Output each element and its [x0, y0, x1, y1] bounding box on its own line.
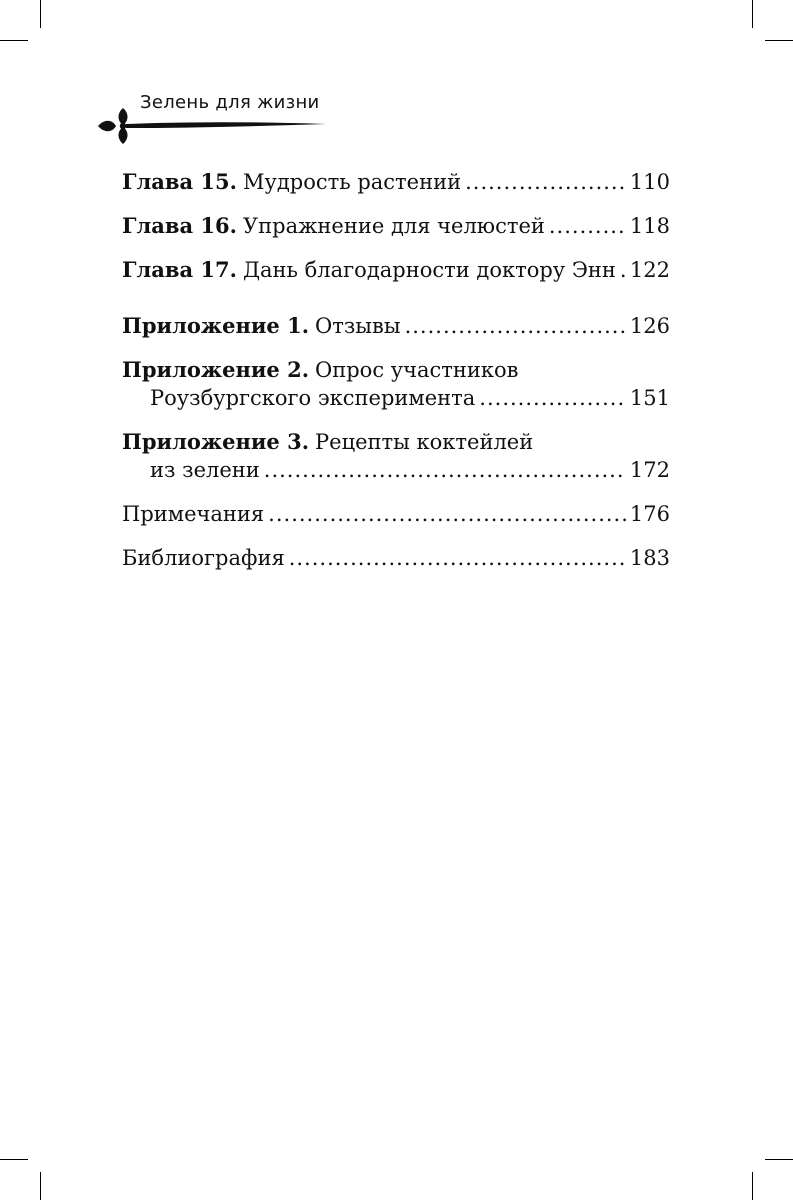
toc-entry-appendix-3[interactable]: [122, 428, 670, 484]
dot-leader: [465, 168, 626, 196]
toc-entry-title: Библиография: [122, 546, 285, 570]
toc-entry-label: Приложение 1.: [122, 313, 310, 338]
toc-page-number: 118: [629, 214, 670, 238]
toc-entry-title: Упражнение для челюстей: [242, 214, 545, 238]
toc-entry-label: Приложение 3.: [122, 429, 310, 454]
table-of-contents: [122, 168, 670, 572]
toc-entry-title-continuation: Роузбургского эксперимента: [150, 386, 476, 410]
toc-entry-title: Опрос участников: [315, 358, 519, 382]
crop-mark-bottom-right-vertical: [752, 1172, 753, 1200]
toc-page-number: 122: [629, 258, 670, 282]
running-title: Зелень для жизни: [140, 92, 320, 113]
toc-page-number: 183: [629, 546, 670, 570]
crop-mark-bottom-left-vertical: [40, 1172, 41, 1200]
toc-entry-chapter-17[interactable]: [122, 256, 670, 284]
dot-leader: [289, 544, 626, 572]
toc-page-number: 176: [629, 502, 670, 526]
crop-mark-top-left-vertical: [40, 0, 41, 28]
toc-entry-chapter-16[interactable]: [122, 212, 670, 240]
toc-entry-title: Примечания: [122, 502, 265, 526]
toc-entry-label: Глава 15.: [122, 169, 237, 194]
crop-mark-top-right-horizontal: [765, 40, 793, 41]
crop-mark-top-right-vertical: [752, 0, 753, 28]
crop-mark-bottom-left-horizontal: [0, 1159, 28, 1160]
toc-entry-appendix-1[interactable]: [122, 312, 670, 340]
toc-page-number: 126: [629, 314, 670, 338]
dot-leader: [264, 456, 626, 484]
dot-leader: [405, 312, 626, 340]
toc-entry-bibliography[interactable]: [122, 544, 670, 572]
toc-page-number: 110: [629, 170, 670, 194]
toc-entry-label: Глава 17.: [122, 257, 237, 282]
crop-mark-bottom-right-horizontal: [765, 1159, 793, 1160]
dot-leader: [479, 384, 626, 412]
toc-entry-label: Приложение 2.: [122, 357, 310, 382]
toc-entry-notes[interactable]: [122, 500, 670, 528]
toc-page-number: 151: [629, 386, 670, 410]
toc-entry-label: Глава 16.: [122, 213, 237, 238]
leaf-ornament-icon: [96, 106, 328, 144]
toc-page-number: 172: [629, 458, 670, 482]
toc-entry-appendix-2[interactable]: [122, 356, 670, 412]
toc-entry-title-continuation: из зелени: [150, 458, 260, 482]
toc-entry-title: Рецепты коктейлей: [315, 430, 534, 454]
toc-entry-title: Мудрость растений: [242, 170, 462, 194]
dot-leader: [268, 500, 626, 528]
dot-leader: [549, 212, 626, 240]
crop-mark-top-left-horizontal: [0, 40, 28, 41]
toc-entry-title: Дань благодарности доктору Энн: [242, 258, 616, 282]
toc-entry-title: Отзывы: [315, 314, 401, 338]
toc-entry-chapter-15[interactable]: [122, 168, 670, 196]
dot-leader: [620, 256, 626, 284]
